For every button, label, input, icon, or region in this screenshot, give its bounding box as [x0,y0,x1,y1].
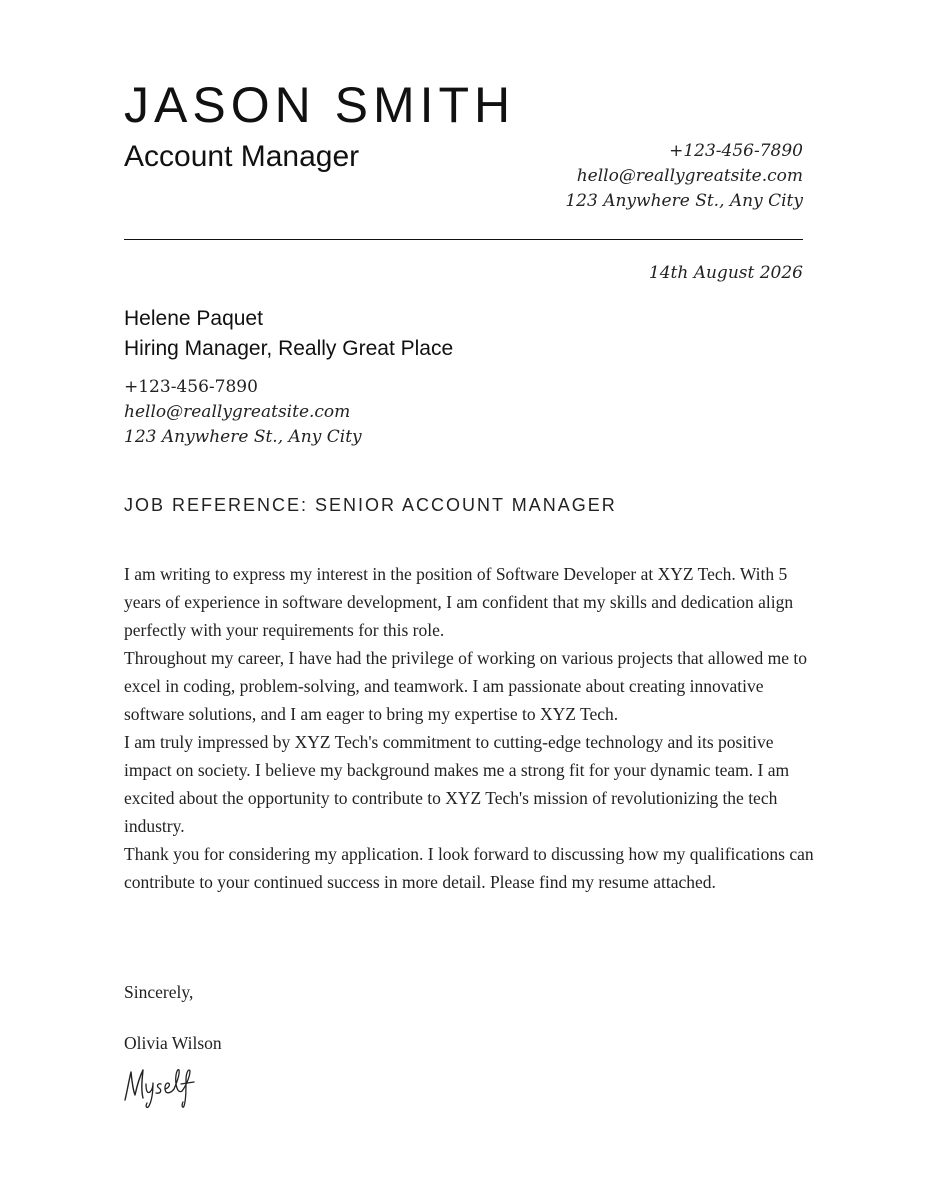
letter-date: 14th August 2026 [648,263,803,283]
body-paragraph: Thank you for considering my application. I look forward to discussing how my qualifications can contribute to your continued success in more detail. Please find my resume attached. [124,844,814,892]
body-paragraph: Throughout my career, I have had the privilege of working on various projects that allowed me to excel in coding, problem-solving, and teamwork. I am passionate about creating innovative software solutions, and I am eager to bring my expertise to XYZ Tech. [124,648,808,724]
recipient-phone: +123-456-7890 [124,377,258,397]
job-reference-heading: JOB REFERENCE: SENIOR ACCOUNT MANAGER [124,495,617,515]
recipient-position: Hiring Manager, Really Great Place [124,337,454,360]
recipient-address: 123 Anywhere St., Any City [124,427,362,447]
body-paragraph: I am truly impressed by XYZ Tech's commitment to cutting-edge technology and its positive impact on society. I believe my background makes me a strong fit for your dynamic team. I am excited about the opportunity to contribute to XYZ Tech's mission of revolutionizing the tech industry. [124,732,790,836]
recipient-contact-block [124,375,362,450]
sender-contact-block [565,139,803,214]
sender-phone: +123-456-7890 [669,141,803,161]
applicant-name: JASON SMITH [124,77,516,133]
recipient-name: Helene Paquet [124,307,263,330]
signer-name: Olivia Wilson [124,1033,222,1053]
sender-address: 123 Anywhere St., Any City [565,191,803,211]
recipient-block [124,304,453,364]
closing-salutation: Sincerely, [124,982,194,1002]
header-divider [124,239,803,240]
sender-email: hello@reallygreatsite.com [576,166,803,186]
applicant-title: Account Manager [124,140,360,173]
handwritten-signature [120,1062,220,1110]
body-paragraph: I am writing to express my interest in the position of Software Developer at XYZ Tech. With 5 years of experience in software development, I am confident that my skills and dedication align perfectly with your requirements for this role. [124,564,794,640]
letter-body [124,560,814,896]
recipient-email: hello@reallygreatsite.com [124,402,351,422]
